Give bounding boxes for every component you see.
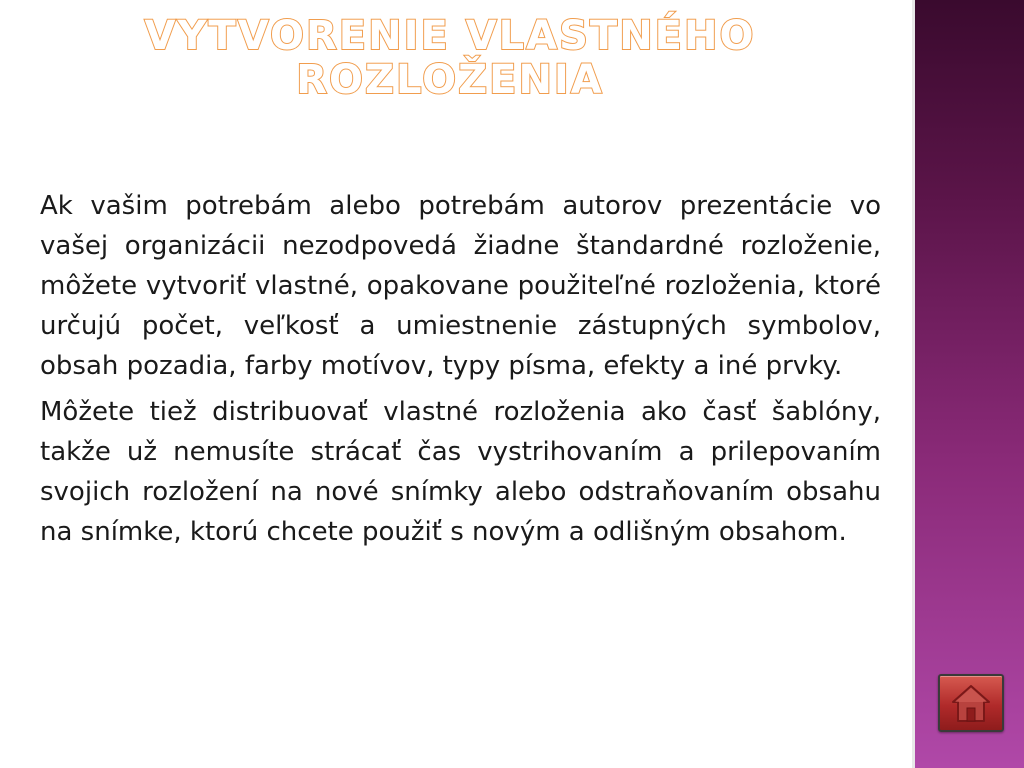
decorative-sidebar xyxy=(912,0,1024,768)
body-paragraph-1: Ak vašim potrebám alebo potrebám autorov prezentácie vo vašej organizácii nezodpovedá žiadne štandardné rozloženie, môžete vytvoriť vlastné, opakovane použiteľné rozloženia, ktoré určujú počet, veľkosť a umiestnenie zástupných symbolov, obsah pozadia, farby motívov, typy písma, efekty a iné prvky. xyxy=(40,191,881,381)
slide-title-line-2: ROZLOŽENIA xyxy=(296,57,604,103)
home-icon xyxy=(949,682,993,726)
slide-title xyxy=(40,14,860,102)
slide-title-line-1: VYTVORENIE VLASTNÉHO xyxy=(144,13,756,59)
body-paragraph-2: Môžete tiež distribuovať vlastné rozloženia ako časť šablóny, takže už nemusíte strácať čas vystrihovaním a prilepovaním svojich rozložení na nové snímky alebo odstraňovaním obsahu na snímke, ktorú chcete použiť s novým a odlišným obsahom. xyxy=(40,397,881,547)
home-button[interactable] xyxy=(938,674,1004,732)
slide-body xyxy=(40,186,881,558)
